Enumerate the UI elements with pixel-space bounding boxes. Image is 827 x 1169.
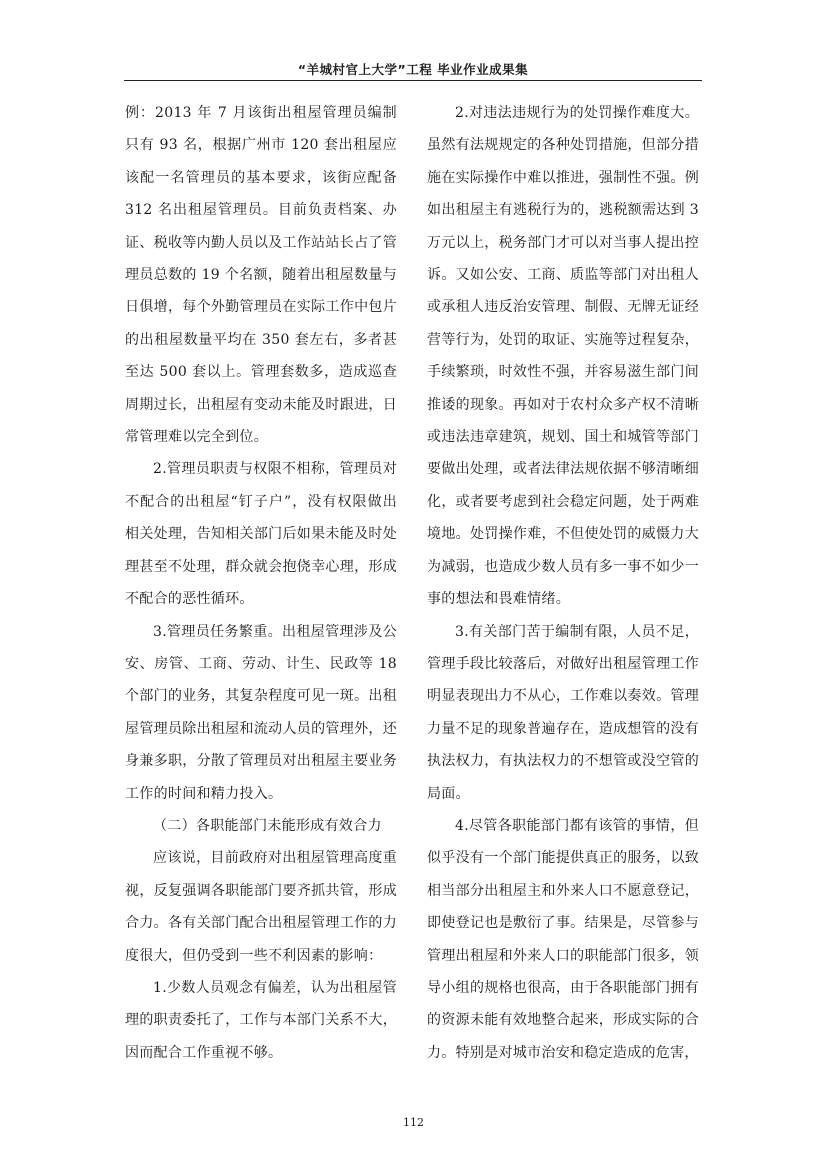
- right-column: [427, 97, 699, 1069]
- paragraph: 3.有关部门苦于编制有限，人员不足，管理手段比较落后，对做好出租屋管理工作明显表现出力不从心，工作难以奏效。管理力量不足的现象普遍存在，造成想管的没有执法权力，有执法权力的不想管或没空管的局面。: [427, 623, 699, 802]
- section-heading: （二）各职能部门未能形成有效合力: [153, 817, 382, 834]
- paragraph: 3.管理员任务繁重。出租屋管理涉及公安、房管、工商、劳动、计生、民政等 18 个部门的业务，其复杂程度可见一斑。出租屋管理员除出租屋和流动人员的管理外，还身兼多职，分散了管理员对出租屋主要业务工作的时间和精力投入。: [125, 623, 397, 802]
- paragraph: 1.少数人员观念有偏差，认为出租屋管理的职责委托了，工作与本部门关系不大，因而配合工作重视不够。: [125, 979, 397, 1061]
- header-rule: [124, 80, 702, 81]
- left-column: [125, 97, 397, 1069]
- paragraph: 4.尽管各职能部门都有该管的事情，但似乎没有一个部门能提供真正的服务，以致相当部分出租屋主和外来人口不愿意登记，即使登记也是敷衍了事。结果是，尽管参与管理出租屋和外来人口的职能部门很多，领导小组的规格也很高，由于各职能部门拥有的资源未能有效地整合起来，形成实际的合力。特别是对城市治安和稳定造成的危害，: [427, 817, 699, 1061]
- running-header: “羊城村官上大学”工程 毕业作业成果集: [297, 62, 529, 77]
- paragraph: 应该说，目前政府对出租屋管理高度重视，反复强调各职能部门要齐抓共管，形成合力。各有关部门配合出租屋管理工作的力度很大，但仍受到一些不利因素的影响：: [125, 850, 397, 964]
- paragraph: 2.管理员职责与权限不相称，管理员对不配合的出租屋“钉子户”，没有权限做出相关处理，告知相关部门后如果未能及时处理甚至不处理，群众就会抱侥幸心理，形成不配合的恶性循环。: [125, 461, 397, 608]
- paragraph: 2.对违法违规行为的处罚操作难度大。虽然有法规规定的各种处罚措施，但部分措施在实际操作中难以推进，强制性不强。例如出租屋主有逃税行为的，逃税额需达到 3 万元以上，税务部门才可以对当事人提出控诉。又如公安、工商、质监等部门对出租人或承租人违反治安管理、制假、无牌无证经营等行为，处罚的取证、实施等过程复杂，手续繁琐，时效性不强，并容易滋生部门间推诿的现象。再如对于农村众多产权不清晰或违法违章建筑，规划、国土和城管等部门要做出处理，或者法律法规依据不够清晰细化，或者要考虑到社会稳定问题，处于两难境地。处罚操作难，不但使处罚的威慑力大为减弱，也造成少数人员有多一事不如少一事的想法和畏难情绪。: [427, 105, 699, 608]
- paragraph: 例：2013 年 7 月该街出租屋管理员编制只有 93 名，根据广州市 120 套出租屋应该配一名管理员的基本要求，该街应配备 312 名出租屋管理员。目前负责档案、办证、税收等内勤人员以及工作站站长占了管理员总数的 19 个名额，随着出租屋数量与日俱增，每个外勤管理员在实际工作中包片的出租屋数量平均在 350 套左右，多者甚至达 500 套以上。管理套数多，造成巡查周期过长，出租屋有变动未能及时跟进，日常管理难以完全到位。: [125, 105, 397, 446]
- page-number: 112: [403, 1116, 424, 1129]
